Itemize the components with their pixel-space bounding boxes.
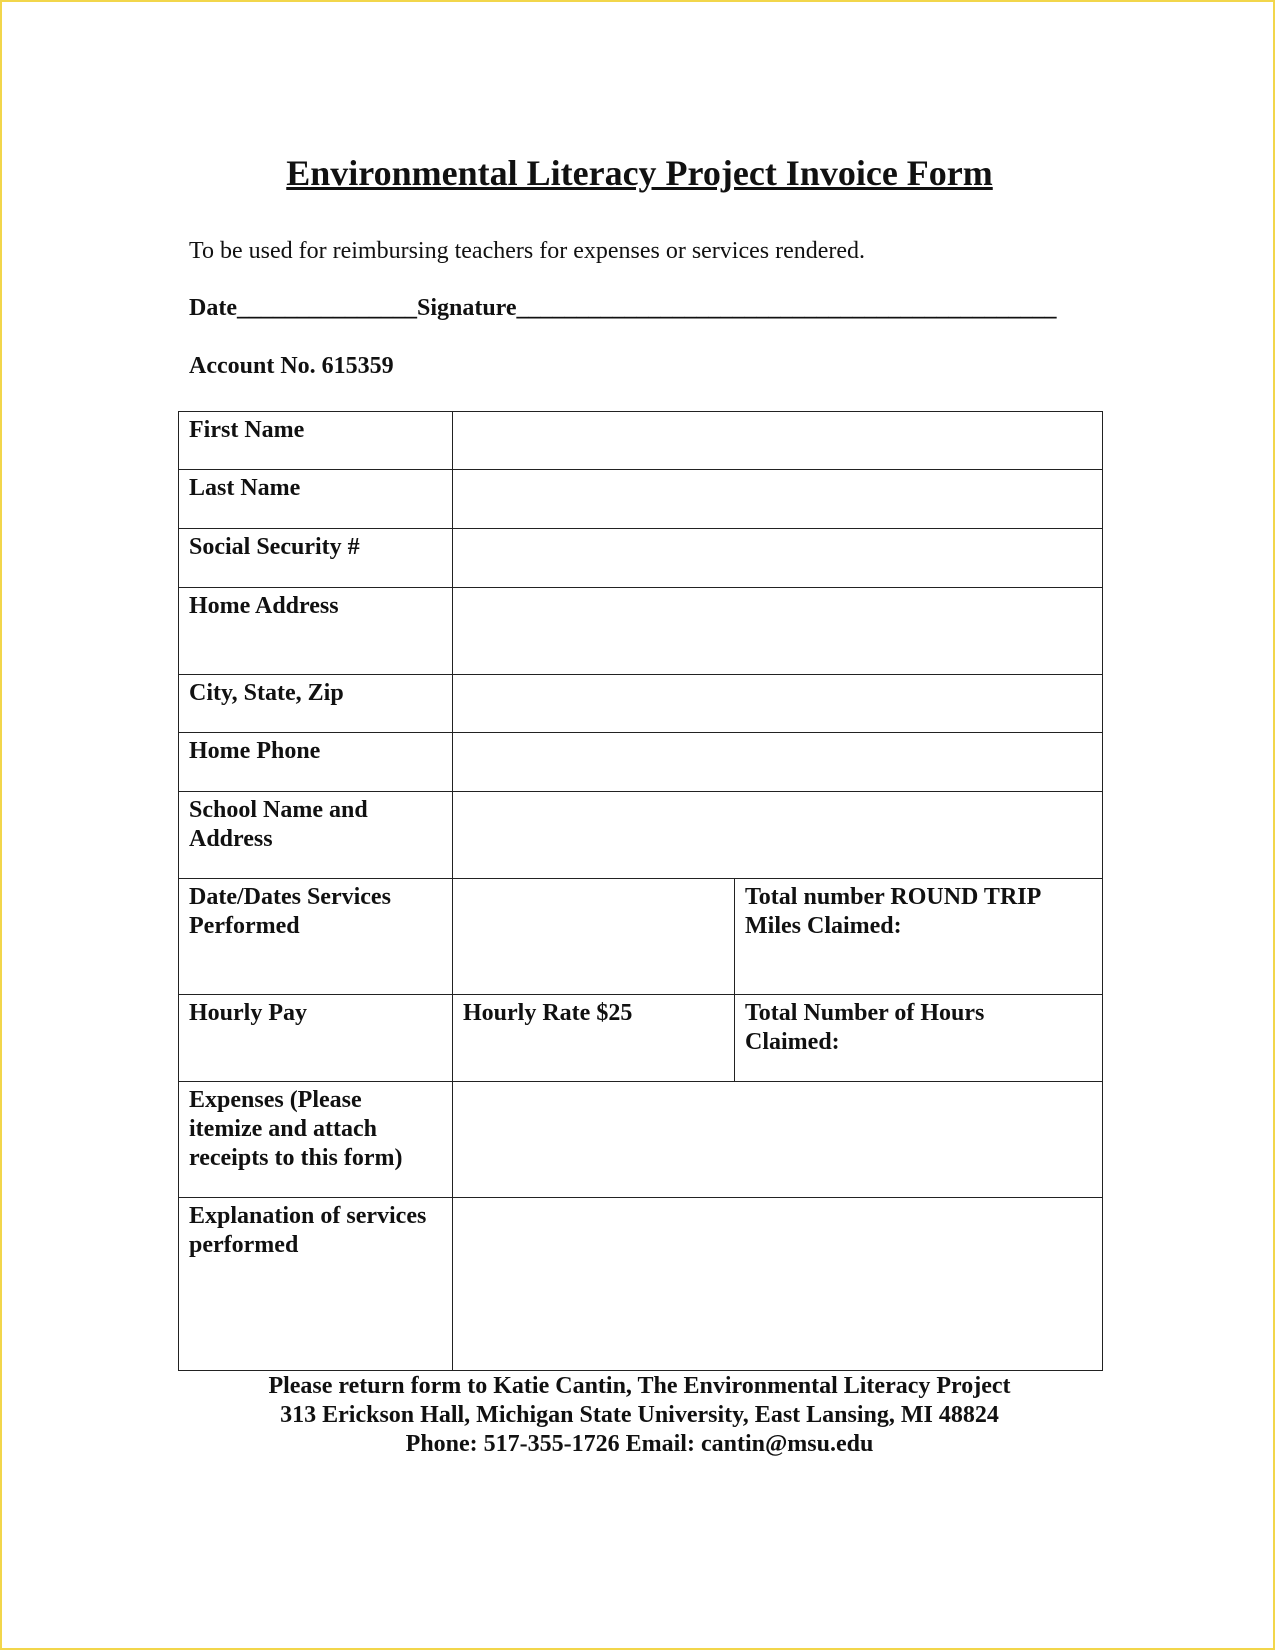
expenses-label — [179, 1082, 453, 1198]
total-hours-cell[interactable] — [735, 995, 1103, 1082]
date-signature-line: Date_______________Signature_____________________________________________ — [189, 295, 1057, 321]
explanation-label-line: performed — [189, 1232, 299, 1258]
table-row — [179, 1082, 1103, 1198]
first-name-label: First Name — [179, 412, 453, 470]
invoice-form-table — [178, 411, 1103, 1371]
explanation-field[interactable] — [453, 1198, 1103, 1371]
table-row — [179, 995, 1103, 1082]
school-name-label-line: Address — [189, 826, 273, 852]
expenses-label-line: Expenses (Please — [189, 1087, 362, 1113]
explanation-label — [179, 1198, 453, 1371]
city-state-zip-field[interactable] — [453, 675, 1103, 733]
table-row — [179, 588, 1103, 675]
last-name-label: Last Name — [179, 470, 453, 529]
first-name-field[interactable] — [453, 412, 1103, 470]
round-trip-miles-label-line: Total number ROUND TRIP — [745, 884, 1042, 910]
footer-line: 313 Erickson Hall, Michigan State University, East Lansing, MI 48824 — [280, 1402, 999, 1428]
city-state-zip-label: City, State, Zip — [179, 675, 453, 733]
last-name-field[interactable] — [453, 470, 1103, 529]
table-row — [179, 529, 1103, 588]
table-row — [179, 733, 1103, 792]
table-row — [179, 1198, 1103, 1371]
hourly-rate-cell: Hourly Rate $25 — [453, 995, 735, 1082]
explanation-label-line: Explanation of services — [189, 1203, 427, 1229]
expenses-label-line: receipts to this form) — [189, 1145, 403, 1171]
expenses-label-line: itemize and attach — [189, 1116, 377, 1142]
home-address-label: Home Address — [179, 588, 453, 675]
total-hours-label-line: Claimed: — [745, 1029, 840, 1055]
school-name-label — [179, 792, 453, 879]
table-row — [179, 792, 1103, 879]
footer-contact: Phone: 517-355-1726 Email: cantin@msu.edu — [405, 1431, 874, 1457]
intro-text: To be used for reimbursing teachers for expenses or services rendered. — [189, 238, 866, 264]
home-address-field[interactable] — [453, 588, 1103, 675]
round-trip-miles-cell[interactable] — [735, 879, 1103, 995]
page-title: Environmental Literacy Project Invoice Form — [286, 153, 993, 193]
hourly-pay-label: Hourly Pay — [179, 995, 453, 1082]
table-row — [179, 675, 1103, 733]
service-dates-field[interactable] — [453, 879, 735, 995]
return-instructions — [2, 1372, 1275, 1459]
round-trip-miles-label-line: Miles Claimed: — [745, 913, 902, 939]
ssn-field[interactable] — [453, 529, 1103, 588]
home-phone-field[interactable] — [453, 733, 1103, 792]
ssn-label: Social Security # — [179, 529, 453, 588]
service-dates-label-line: Performed — [189, 913, 300, 939]
service-dates-label-line: Date/Dates Services — [189, 884, 391, 910]
home-phone-label: Home Phone — [179, 733, 453, 792]
school-name-field[interactable] — [453, 792, 1103, 879]
table-row — [179, 470, 1103, 529]
total-hours-label-line: Total Number of Hours — [745, 1000, 985, 1026]
expenses-field[interactable] — [453, 1082, 1103, 1198]
footer-line: Please return form to Katie Cantin, The Environmental Literacy Project — [268, 1373, 1011, 1399]
table-row — [179, 879, 1103, 995]
account-number: Account No. 615359 — [189, 353, 394, 379]
school-name-label-line: School Name and — [189, 797, 368, 823]
service-dates-label — [179, 879, 453, 995]
table-row — [179, 412, 1103, 470]
